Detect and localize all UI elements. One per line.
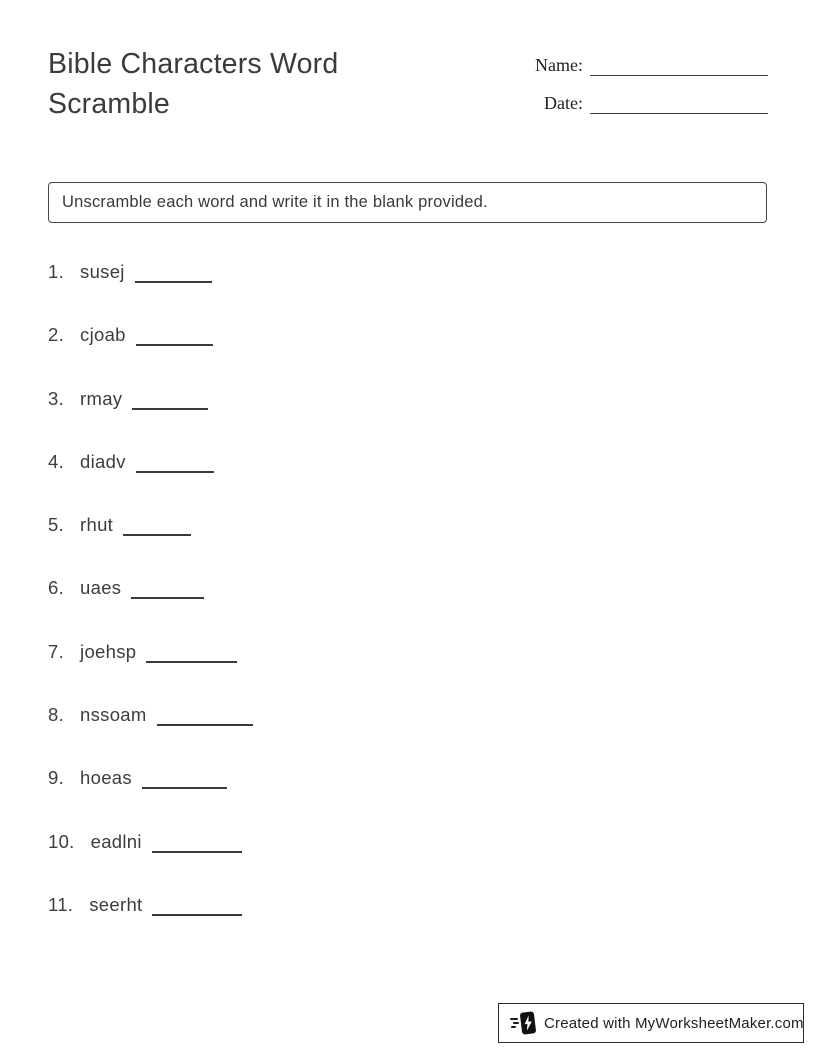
credit-badge[interactable] xyxy=(498,1003,804,1043)
scrambled-word: cjoab xyxy=(80,324,126,346)
answer-blank[interactable] xyxy=(136,471,214,473)
name-date-block xyxy=(528,50,768,126)
answer-blank[interactable] xyxy=(131,597,204,599)
item-number: 2. xyxy=(48,324,65,346)
list-item xyxy=(48,388,253,414)
answer-blank[interactable] xyxy=(123,534,191,536)
worksheet-maker-logo-icon xyxy=(510,1009,537,1037)
list-item xyxy=(48,894,253,920)
answer-blank[interactable] xyxy=(146,661,237,663)
answer-blank[interactable] xyxy=(136,344,213,346)
instructions-box xyxy=(48,182,767,223)
item-number: 3. xyxy=(48,387,65,409)
list-item xyxy=(48,831,253,857)
item-number: 6. xyxy=(48,577,65,599)
item-number: 8. xyxy=(48,704,65,726)
answer-blank[interactable] xyxy=(157,724,253,726)
scrambled-word: rmay xyxy=(80,387,123,409)
item-number: 7. xyxy=(48,640,65,662)
instructions-text: Unscramble each word and write it in the blank provided. xyxy=(62,193,488,211)
scrambled-word: uaes xyxy=(80,577,122,599)
item-number: 1. xyxy=(48,261,65,282)
page-title: Bible Characters Word Scramble xyxy=(48,48,339,120)
list-item xyxy=(48,514,253,540)
list-item xyxy=(48,451,253,477)
scrambled-word: susej xyxy=(80,261,125,282)
date-label: Date: xyxy=(544,93,583,113)
answer-blank[interactable] xyxy=(152,914,242,916)
credit-text: Created with MyWorksheetMaker.com xyxy=(544,1014,804,1032)
list-item xyxy=(48,641,253,667)
list-item xyxy=(48,704,253,730)
scrambled-word: hoeas xyxy=(80,767,132,789)
date-fill-line[interactable] xyxy=(590,92,768,114)
scramble-list xyxy=(48,261,253,957)
name-label: Name: xyxy=(535,55,583,75)
answer-blank[interactable] xyxy=(132,408,208,410)
item-number: 5. xyxy=(48,514,65,536)
list-item xyxy=(48,767,253,793)
item-number: 4. xyxy=(48,450,65,472)
item-number: 9. xyxy=(48,767,65,789)
scrambled-word: seerht xyxy=(89,893,143,915)
scrambled-word: rhut xyxy=(80,514,114,536)
answer-blank[interactable] xyxy=(152,851,242,853)
list-item xyxy=(48,324,253,350)
list-item xyxy=(48,577,253,603)
scrambled-word: joehsp xyxy=(80,640,137,662)
scrambled-word: diadv xyxy=(80,450,126,472)
answer-blank[interactable] xyxy=(142,787,227,789)
item-number: 11. xyxy=(48,893,74,915)
list-item xyxy=(48,261,253,287)
date-row xyxy=(528,88,768,114)
scrambled-word: eadlni xyxy=(90,830,142,852)
scrambled-word: nssoam xyxy=(80,704,147,726)
answer-blank[interactable] xyxy=(135,281,212,283)
item-number: 10. xyxy=(48,830,75,852)
name-row xyxy=(528,50,768,76)
name-fill-line[interactable] xyxy=(590,54,768,76)
